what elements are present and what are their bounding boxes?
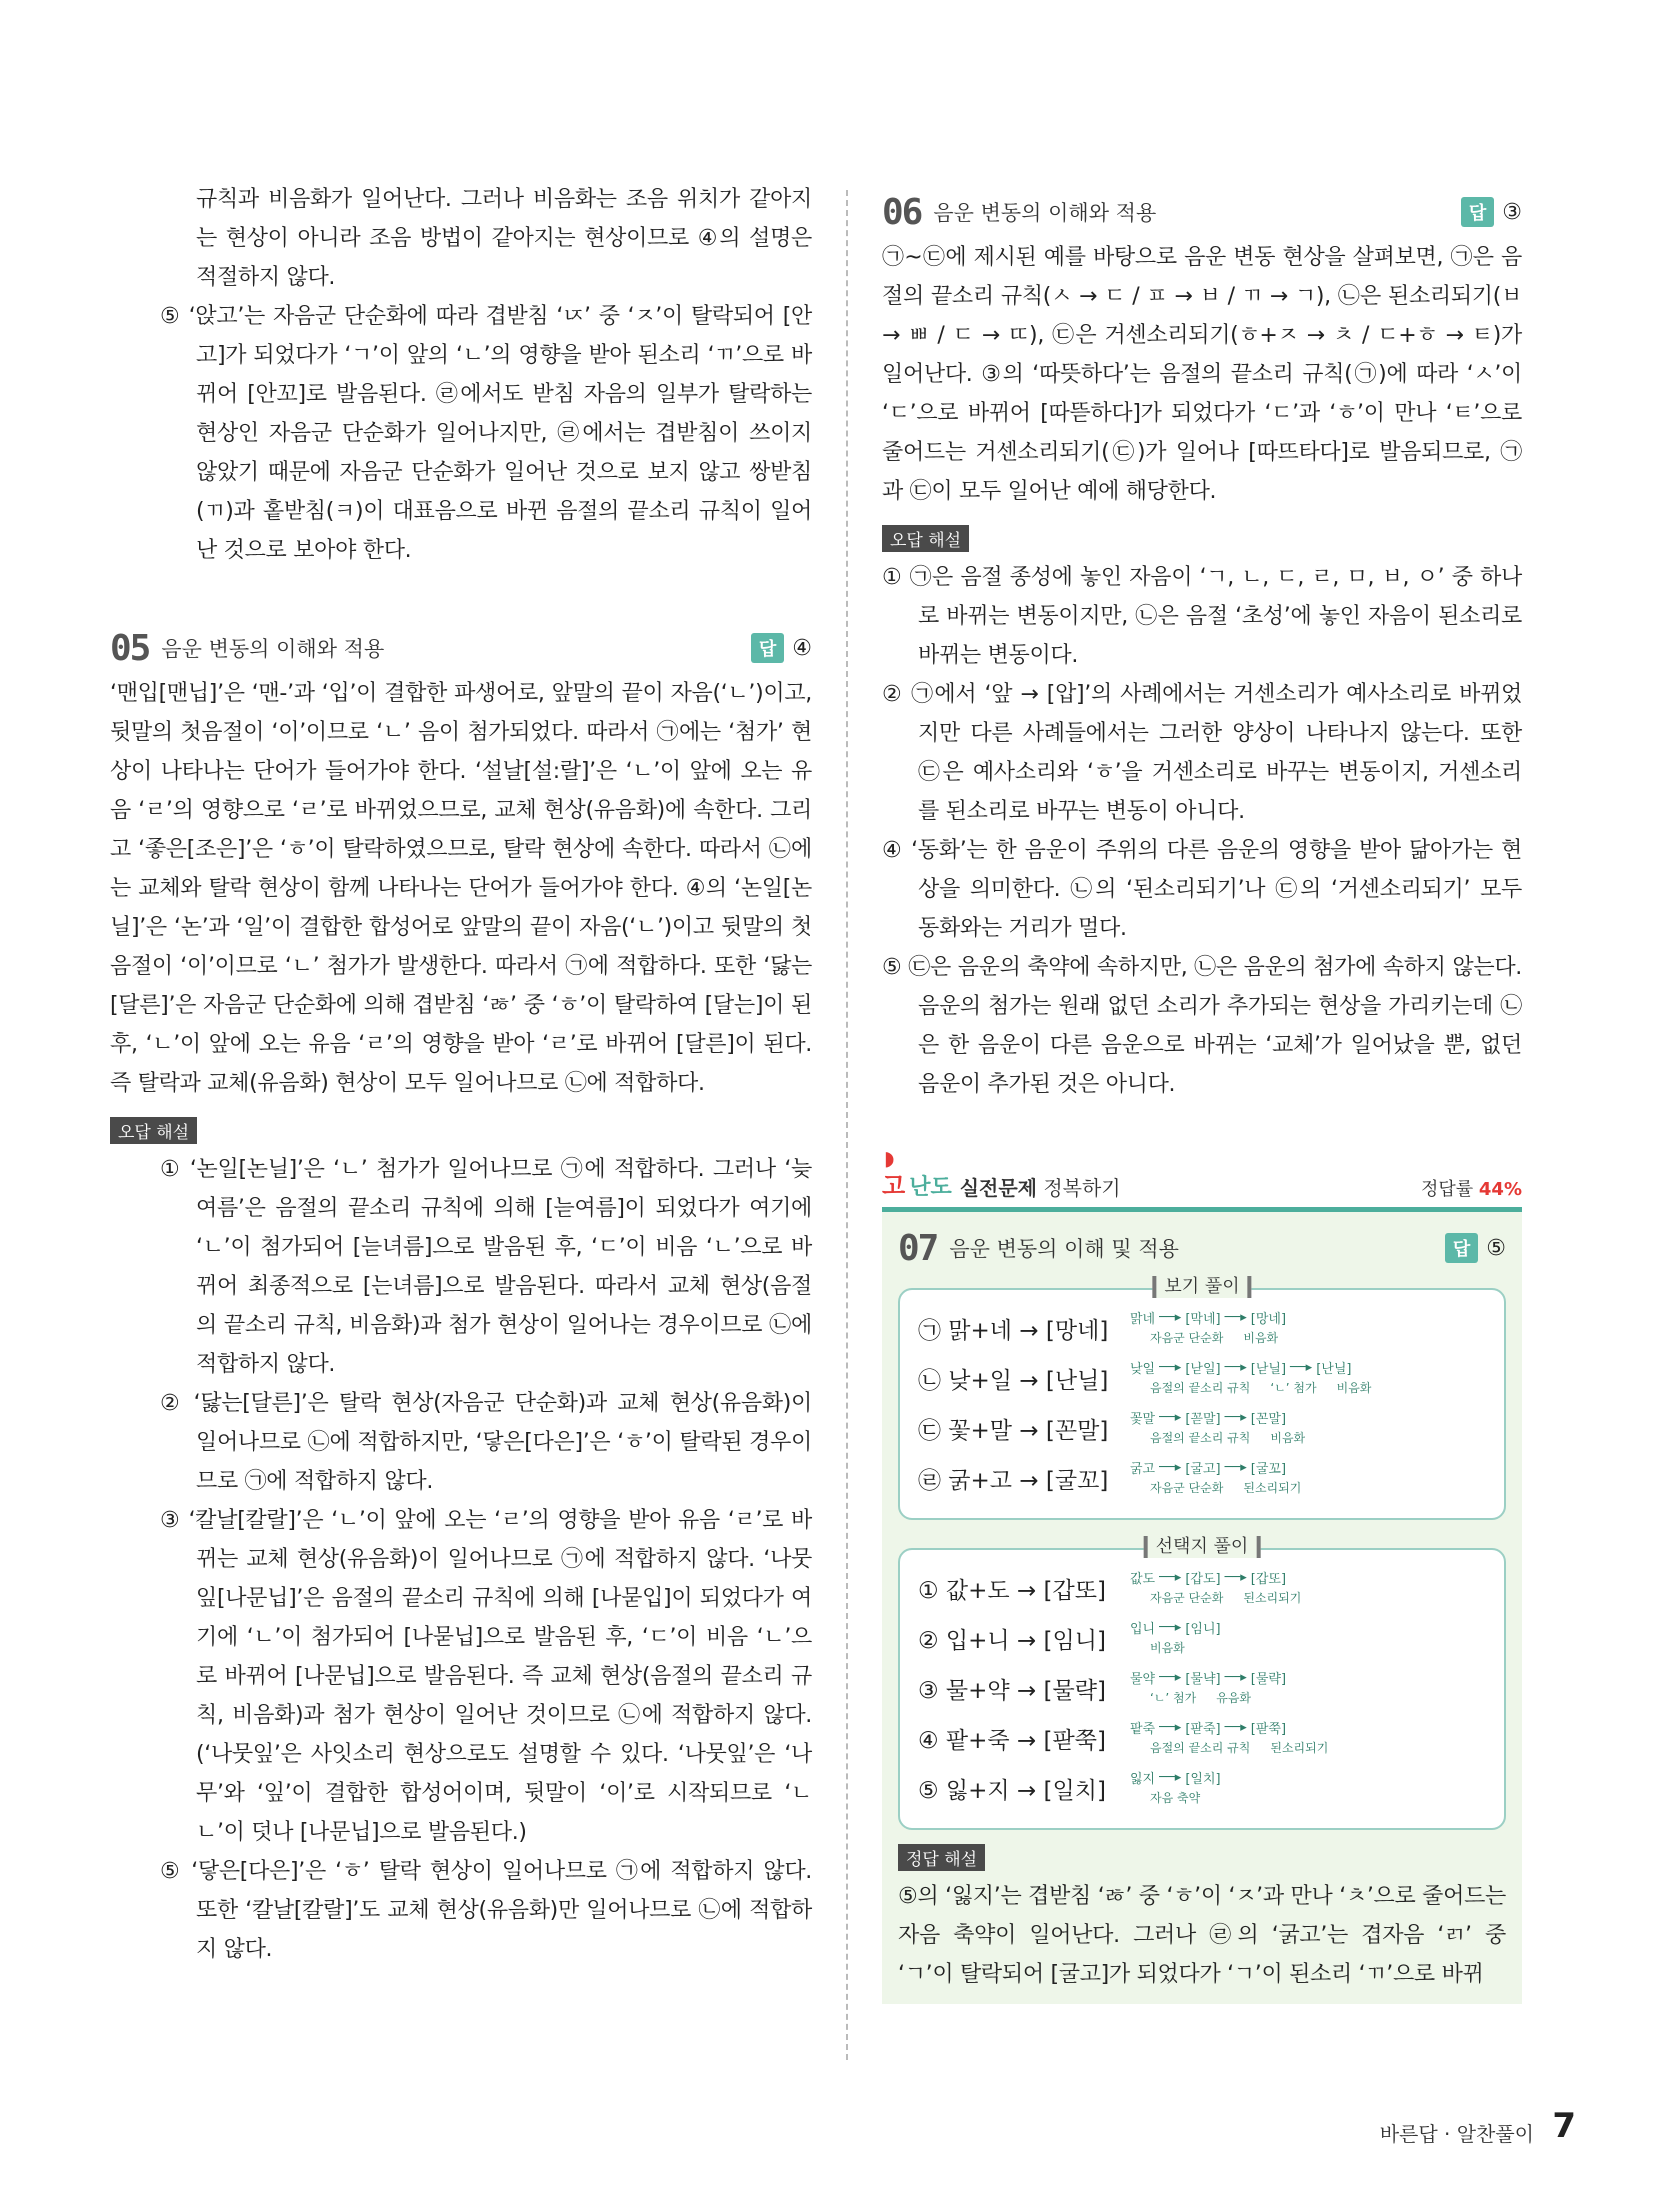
choices-row — [918, 1668, 1486, 1718]
answer-value: ③ — [1502, 199, 1522, 225]
step-form: 물약 — [1130, 1672, 1156, 1687]
choice-title: 선택지 풀이 — [1144, 1536, 1261, 1558]
rate-value: 44% — [1478, 1179, 1522, 1200]
choices-row — [918, 1768, 1486, 1818]
step-form: 굵고 — [1130, 1462, 1156, 1477]
answer-badge — [751, 633, 812, 663]
step-form: [물냑] — [1185, 1672, 1221, 1687]
bogi-equation: ㉢ 꽃+말 → [꼰말] — [918, 1418, 1109, 1444]
answer-label: 답 — [751, 633, 784, 663]
choices-equation: ⑤ 잃+지 → [일치] — [918, 1778, 1106, 1804]
step-label: 음절의 끝소리 규칙 — [1150, 1741, 1251, 1755]
solution-tag: 정답 해설 — [898, 1844, 985, 1871]
bogi-box — [898, 1276, 1506, 1520]
step-form: 맑네 — [1130, 1312, 1156, 1327]
step-form: [팓죽] — [1185, 1722, 1221, 1737]
arrow-icon: ──▸ — [1224, 1310, 1247, 1325]
question-title: 음운 변동의 이해 및 적용 — [949, 1237, 1179, 1261]
continued-paragraph: 규칙과 비음화가 일어난다. 그러나 비음화는 조음 위치가 같아지는 현상이 아니라 조음 방법이 같아지는 현상이므로 ④의 설명은 적절하지 않다. — [196, 187, 812, 290]
question-06-explanation: ㉠~㉢에 제시된 예를 바탕으로 음운 변동 현상을 살펴보면, ㉠은 음절의 끝소리 규칙(ㅅ → ㄷ / ㅍ → ㅂ / ㄲ → ㄱ), ㉡은 된소리되기(ㅂ → ㅃ / ㄷ → ㄸ), ㉢은 거센소리되기(ㅎ+ㅈ → ㅊ / ㄷ+ㅎ → ㅌ)가 일어난다. ③의 ‘따뜻하다’는 음절의 끝소리 규칙(㉠)에 따라 ‘ㅅ’이 ‘ㄷ’으로 바뀌어 [따뜯하다]가 되었다가 ‘ㄷ’과 ‘ㅎ’이 만나 ‘ㅌ’으로 줄어드는 거센소리되기(㉢)가 일어나 [따뜨타다]로 발음되므로, ㉠과 ㉢이 모두 일어난 예에 해당한다. — [882, 245, 1522, 504]
arrow-icon: ──▸ — [1224, 1460, 1247, 1475]
step-form: [꼰말] — [1250, 1412, 1287, 1427]
arrow-icon: ──▸ — [1224, 1360, 1247, 1375]
bogi-row — [918, 1408, 1486, 1458]
step-label: 비음화 — [1270, 1431, 1306, 1445]
step-label: 된소리되기 — [1243, 1591, 1302, 1605]
step-label: 자음군 단순화 — [1150, 1331, 1224, 1345]
choices-row — [918, 1568, 1486, 1618]
arrow-icon: ──▸ — [1159, 1360, 1182, 1375]
wrong-item-5: ⑤ ㉢은 음운의 축약에 속하지만, ㉡은 음운의 첨가에 속하지 않는다. 음운의 첨가는 원래 없던 소리가 추가되는 현상을 가리키는데 ㉡은 한 음운이 다른 음운으로 바뀌는 ‘교체’가 일어났을 뿐, 없던 음운이 추가된 것은 아니다. — [882, 955, 1522, 1097]
wrong-answer-tag: 오답 해설 — [882, 525, 969, 552]
arrow-icon: ──▸ — [1159, 1460, 1182, 1475]
choices-equation: ① 값+도 → [갑또] — [918, 1578, 1106, 1604]
bogi-rows — [918, 1308, 1486, 1508]
answer-badge — [1461, 197, 1522, 227]
choices-row — [918, 1718, 1486, 1768]
section-title — [960, 1172, 1421, 1201]
step-label: 비음화 — [1150, 1641, 1185, 1655]
choice-rows — [918, 1568, 1486, 1818]
step-form: 잃지 — [1130, 1772, 1156, 1787]
bogi-title: 보기 풀이 — [1152, 1276, 1251, 1298]
step-form: [굴꼬] — [1250, 1462, 1287, 1477]
arrow-icon: ──▸ — [1224, 1720, 1247, 1735]
bogi-row — [918, 1358, 1486, 1408]
step-form: 입니 — [1130, 1622, 1156, 1637]
wrong-answer-tag: 오답 해설 — [110, 1117, 197, 1144]
choices-equation: ④ 팥+죽 → [팓쭉] — [918, 1728, 1106, 1754]
wrong-item-1: ① ‘논일[논닐]’은 ‘ㄴ’ 첨가가 일어나므로 ㉠에 적합하다. 그러나 ‘늦여름’은 음절의 끝소리 규칙에 의해 [늗여름]이 되었다가 여기에 ‘ㄴ’이 첨가되어 [늗녀름]으로 발음된 후, ‘ㄷ’이 비음 ‘ㄴ’으로 바뀌어 최종적으로 [는녀름]으로 발음된다. 따라서 교체 현상(음절의 끝소리 규칙, 비음화)과 첨가 현상이 일어나는 경우이므로 ㉡에 적합하지 않다. — [160, 1157, 812, 1377]
page-number: 7 — [1552, 2106, 1576, 2146]
choices-flow — [1130, 1718, 1486, 1756]
arrow-icon: ──▸ — [1290, 1360, 1313, 1375]
right-column — [882, 190, 1522, 2004]
bogi-row — [918, 1458, 1486, 1508]
level-high: 고 — [882, 1172, 906, 1200]
step-form: 값도 — [1130, 1572, 1156, 1587]
step-label: 자음군 단순화 — [1150, 1591, 1224, 1605]
step-label: ‘ㄴ’ 첨가 — [1150, 1691, 1197, 1705]
bogi-flow — [1130, 1308, 1486, 1346]
step-form: [팓쭉] — [1250, 1722, 1287, 1737]
step-label: 비음화 — [1243, 1331, 1279, 1345]
choices-flow — [1130, 1618, 1486, 1656]
section-main: 실전문제 — [959, 1176, 1037, 1200]
step-form: [낟일] — [1185, 1362, 1221, 1377]
step-form: [낟닐] — [1250, 1362, 1287, 1377]
answer-value: ④ — [792, 635, 812, 661]
arrow-icon: ──▸ — [1159, 1720, 1182, 1735]
answer-label: 답 — [1461, 197, 1494, 227]
step-label: 음절의 끝소리 규칙 — [1150, 1381, 1251, 1395]
step-form: [막네] — [1185, 1312, 1221, 1327]
step-form: [난닐] — [1316, 1362, 1352, 1377]
question-06-header — [882, 190, 1522, 234]
problem-box — [882, 1212, 1522, 2004]
bogi-flow — [1130, 1358, 1486, 1396]
question-number: 06 — [882, 191, 922, 233]
column-divider — [846, 190, 848, 2060]
left-column — [110, 180, 812, 1969]
bogi-equation: ㉠ 맑+네 → [망네] — [918, 1318, 1109, 1344]
step-label: 자음 축약 — [1150, 1791, 1201, 1805]
question-05-header — [110, 626, 812, 670]
bogi-equation: ㉣ 굵+고 → [굴꼬] — [918, 1468, 1109, 1494]
step-label: 된소리되기 — [1270, 1741, 1329, 1755]
question-title: 음운 변동의 이해와 적용 — [161, 637, 385, 661]
question-05-explanation: ‘맨입[맨닙]’은 ‘맨-’과 ‘입’이 결합한 파생어로, 앞말의 끝이 자음(‘ㄴ’)이고, 뒷말의 첫음절이 ‘이’이므로 ‘ㄴ’ 음이 첨가되었다. 따라서 ㉠에는 ‘첨가’ 현상이 나타나는 단어가 들어가야 한다. ‘설날[설:랄]’은 ‘ㄴ’이 앞에 오는 유음 ‘ㄹ’의 영향으로 ‘ㄹ’로 바뀌었으므로, 교체 현상(유음화)에 속한다. 그리고 ‘좋은[조은]’은 ‘ㅎ’이 탈락하였으므로, 탈락 현상에 속한다. 따라서 ㉡에는 교체와 탈락 현상이 함께 나타나는 단어가 들어가야 한다. ④의 ‘논일[논닐]’은 ‘논’과 ‘일’이 결합한 합성어로 앞말의 끝이 자음(‘ㄴ’)이고 뒷말의 첫음절이 ‘이’이므로 ‘ㄴ’ 첨가가 발생한다. 따라서 ㉠에 적합하다. 또한 ‘닳는[달른]’은 자음군 단순화에 의해 겹받침 ‘ㅀ’ 중 ‘ㅎ’이 탈락하여 [달는]이 된 후, ‘ㄴ’이 앞에 오는 유음 ‘ㄹ’의 영향을 받아 ‘ㄹ’로 바뀌어 [달른]이 된다. 즉 탈락과 교체(유음화) 현상이 모두 일어나므로 ㉡에 적합하다. — [110, 681, 812, 1096]
step-label: 음절의 끝소리 규칙 — [1150, 1431, 1251, 1445]
step-label: 된소리되기 — [1243, 1481, 1302, 1495]
choice-box — [898, 1536, 1506, 1830]
arrow-icon: ──▸ — [1224, 1570, 1247, 1585]
continued-item-5: ⑤ ‘앉고’는 자음군 단순화에 따라 겹받침 ‘ㄵ’ 중 ‘ㅈ’이 탈락되어 [안고]가 되었다가 ‘ㄱ’이 앞의 ‘ㄴ’의 영향을 받아 된소리 ‘ㄲ’으로 바뀌어 [안꼬]로 발음된다. ㉣에서도 받침 자음의 일부가 탈락하는 현상인 자음군 단순화가 일어나지만, ㉣에서는 겹받침이 쓰이지 않았기 때문에 자음군 단순화가 일어난 것으로 보지 않고 쌍받침(ㄲ)과 홑받침(ㅋ)이 대표음으로 바뀐 음절의 끝소리 규칙이 일어난 것으로 보아야 한다. — [160, 304, 812, 563]
step-form: [굴고] — [1185, 1462, 1221, 1477]
wrong-item-4: ④ ‘동화’는 한 음운이 주위의 다른 음운의 영향을 받아 닮아가는 현상을 의미한다. ㉡의 ‘된소리되기’나 ㉢의 ‘거센소리되기’ 모두 동화와는 거리가 멀다. — [882, 838, 1522, 941]
footer-label: 바른답 · 알찬풀이 — [1379, 2122, 1534, 2146]
step-form: [물략] — [1250, 1672, 1287, 1687]
wrong-item-2: ② ‘닳는[달른]’은 탈락 현상(자음군 단순화)과 교체 현상(유음화)이 일어나므로 ㉡에 적합하지만, ‘닿은[다은]’은 ‘ㅎ’이 탈락된 경우이므로 ㉠에 적합하지 않다. — [160, 1391, 812, 1494]
step-form: [임니] — [1185, 1622, 1221, 1637]
arrow-icon: ──▸ — [1159, 1770, 1182, 1785]
arrow-icon: ──▸ — [1224, 1410, 1247, 1425]
step-form: [망네] — [1250, 1312, 1287, 1327]
rate-label: 정답률 — [1421, 1179, 1474, 1200]
step-label: 자음군 단순화 — [1150, 1481, 1224, 1495]
bogi-flow — [1130, 1458, 1486, 1496]
solution-text: ⑤의 ‘잃지’는 겹받침 ‘ㅀ’ 중 ‘ㅎ’이 ‘ㅈ’과 만나 ‘ㅊ’으로 줄어드는 자음 축약이 일어난다. 그러나 ㉣의 ‘굵고’는 겹자음 ‘ㄺ’ 중 ‘ㄱ’이 탈락되어 [굴고]가 되었다가 ‘ㄱ’이 된소리 ‘ㄲ’으로 바뀌 — [898, 1884, 1506, 1987]
step-form: [갑도] — [1185, 1572, 1221, 1587]
arrow-icon: ──▸ — [1159, 1570, 1182, 1585]
choices-flow — [1130, 1668, 1486, 1706]
choices-equation: ② 입+니 → [임니] — [918, 1628, 1106, 1654]
arrow-icon: ──▸ — [1159, 1620, 1182, 1635]
answer-label: 답 — [1445, 1233, 1478, 1263]
step-form: 꽃말 — [1130, 1412, 1156, 1427]
choices-row — [918, 1618, 1486, 1668]
choices-flow — [1130, 1768, 1486, 1806]
bogi-row — [918, 1308, 1486, 1358]
step-form: [일치] — [1185, 1772, 1221, 1787]
problem-header — [882, 1146, 1522, 1212]
step-form: 팥죽 — [1130, 1722, 1156, 1737]
answer-value: ⑤ — [1486, 1235, 1506, 1261]
step-label: 비음화 — [1336, 1381, 1372, 1395]
wrong-item-1: ① ㉠은 음절 종성에 놓인 자음이 ‘ㄱ, ㄴ, ㄷ, ㄹ, ㅁ, ㅂ, ㅇ’ 중 하나로 바뀌는 변동이지만, ㉡은 음절 ‘초성’에 놓인 자음이 된소리로 바뀌는 변동이다. — [882, 565, 1522, 668]
step-label: ‘ㄴ’ 첨가 — [1270, 1381, 1317, 1395]
arrow-icon: ──▸ — [1224, 1670, 1247, 1685]
choices-equation: ③ 물+약 → [물략] — [918, 1678, 1106, 1704]
wrong-item-5: ⑤ ‘닿은[다은]’은 ‘ㅎ’ 탈락 현상이 일어나므로 ㉠에 적합하지 않다. 또한 ‘칼날[칼랄]’도 교체 현상(유음화)만 일어나므로 ㉡에 적합하지 않다. — [160, 1859, 812, 1962]
arrow-icon: ──▸ — [1159, 1310, 1182, 1325]
level-label: 난도 — [909, 1175, 952, 1200]
wrong-item-3: ③ ‘칼날[칼랄]’은 ‘ㄴ’이 앞에 오는 ‘ㄹ’의 영향을 받아 유음 ‘ㄹ’로 바뀌는 교체 현상(유음화)이 일어나므로 ㉠에 적합하지 않다. ‘나뭇잎[나문닙]’은 음절의 끝소리 규칙에 의해 [나묻입]이 되었다가 여기에 ‘ㄴ’이 첨가되어 [나묻닙]으로 발음된 후, ‘ㄷ’이 비음 ‘ㄴ’으로 바뀌어 [나문닙]으로 발음된다. 즉 교체 현상(음절의 끝소리 규칙, 비음화)과 첨가 현상이 일어난 것이므로 ㉡에 적합하지 않다. (‘나뭇잎’은 사잇소리 현상으로도 설명할 수 있다. ‘나뭇잎’은 ‘나무’와 ‘잎’이 결합한 합성어이며, 뒷말이 ‘이’로 시작되므로 ‘ㄴㄴ’이 덧나 [나문닙]으로 발음된다.) — [160, 1508, 812, 1845]
arrow-icon: ──▸ — [1159, 1410, 1182, 1425]
signal-icon: ◗ — [884, 1146, 895, 1170]
arrow-icon: ──▸ — [1159, 1670, 1182, 1685]
question-title: 음운 변동의 이해와 적용 — [933, 201, 1157, 225]
step-label: 유음화 — [1216, 1691, 1252, 1705]
step-form: 낮일 — [1130, 1362, 1156, 1377]
bogi-equation: ㉡ 낮+일 → [난닐] — [918, 1368, 1109, 1394]
step-form: [꼳말] — [1185, 1412, 1221, 1427]
bogi-flow — [1130, 1408, 1486, 1446]
correct-rate — [1421, 1175, 1522, 1201]
wrong-item-2: ② ㉠에서 ‘앞 → [압]’의 사례에서는 거센소리가 예사소리로 바뀌었지만 다른 사례들에서는 그러한 양상이 나타나지 않는다. 또한 ㉢은 예사소리와 ‘ㅎ’을 거센소리로 바꾸는 변동이지, 거센소리를 된소리로 바꾸는 변동이 아니다. — [882, 682, 1522, 824]
section-sub: 정복하기 — [1043, 1176, 1121, 1200]
answer-badge — [1445, 1233, 1506, 1263]
question-07-header — [898, 1226, 1506, 1270]
step-form: [갑또] — [1250, 1572, 1287, 1587]
question-number: 05 — [110, 627, 150, 669]
choices-flow — [1130, 1568, 1486, 1606]
question-number: 07 — [898, 1227, 938, 1269]
